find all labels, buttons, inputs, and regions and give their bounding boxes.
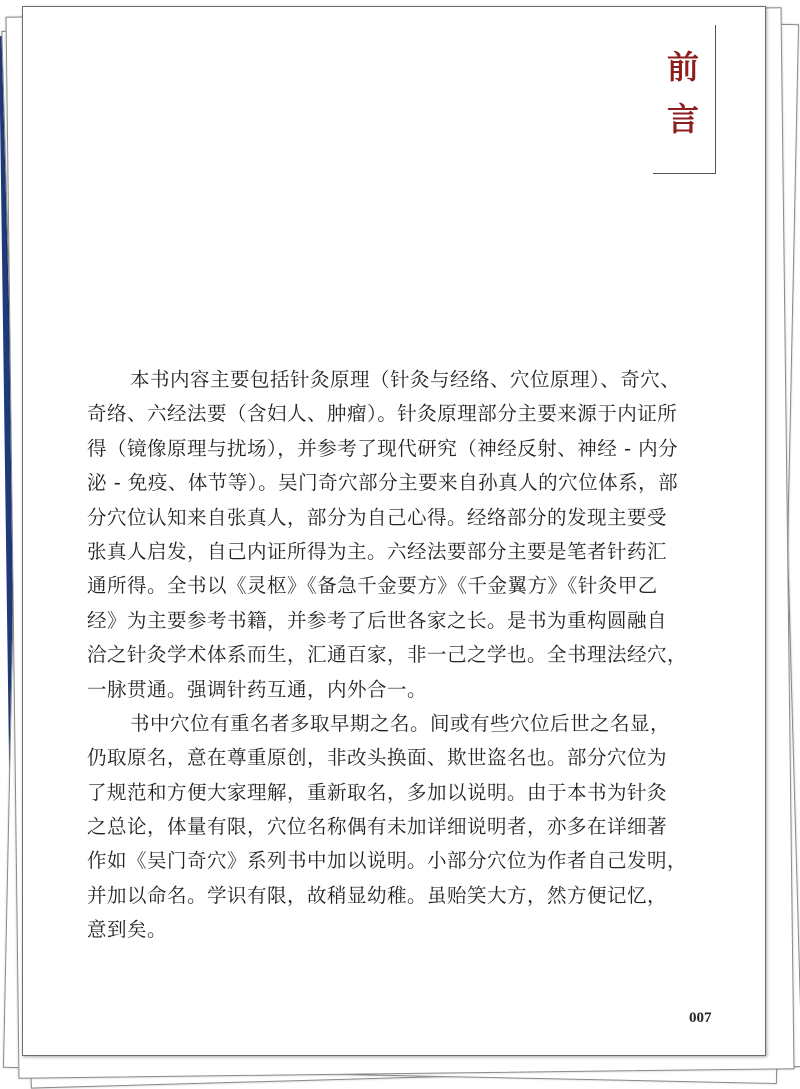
- chapter-title-tab: [653, 25, 716, 174]
- document-page: [22, 6, 766, 1056]
- paragraph-1-line: 洽之针灸学术体系而生，汇通百家，非一己之学也。全书理法经穴，: [87, 643, 688, 667]
- paragraph-2-line: 之总论，体量有限，穴位名称偶有未加详细说明者，亦多在详细著: [87, 815, 668, 839]
- paragraph-2-line: 意到矣。: [87, 918, 168, 942]
- chapter-title-char-1: 前: [666, 48, 699, 86]
- paragraph-1-line: 张真人启发，自己内证所得为主。六经法要部分主要是笔者针药汇: [87, 539, 668, 563]
- preface-body: [87, 363, 707, 948]
- paragraph-1-line: 一脉贯通。强调针药互通，内外合一。: [87, 677, 428, 701]
- paragraph-2-line: 仍取原名，意在尊重原创，非改头换面、欺世盗名也。部分穴位为: [87, 746, 668, 770]
- paragraph-1-line: 本书内容主要包括针灸原理（针灸与经络、穴位原理）、奇穴、: [130, 368, 681, 391]
- paragraph-1-line: 奇络、六经法要（含妇人、肿瘤）。针灸原理部分主要来源于内证所: [87, 402, 678, 426]
- paragraph-2-line: 作如《吴门奇穴》系列书中加以说明。小部分穴位为作者自己发明，: [87, 849, 688, 873]
- paragraph-1-line: 经》为主要参考书籍，并参考了后世各家之长。是书为重构圆融自: [87, 608, 668, 632]
- page-number: 007: [689, 1010, 712, 1026]
- paragraph-2-line: 了规范和方便大家理解，重新取名，多加以说明。由于本书为针灸: [87, 780, 668, 804]
- paragraph-1-line: 分穴位认知来自张真人，部分为自己心得。经络部分的发现主要受: [87, 505, 668, 529]
- paragraph-2-line: 并加以命名。学识有限，故稍显幼稚。虽贻笑大方，然方便记忆，: [87, 883, 668, 907]
- paragraph-1-line: 通所得。全书以《灵枢》《备急千金要方》《千金翼方》《针灸甲乙: [87, 574, 658, 598]
- chapter-title-char-2: 言: [666, 100, 699, 138]
- paragraph-2-line: 书中穴位有重名者多取早期之名。间或有些穴位后世之名显，: [130, 711, 671, 735]
- paragraph-1-line: 得（镜像原理与扰场），并参考了现代研究（神经反射、神经 - 内分: [87, 436, 679, 460]
- paragraph-1-line: 泌 - 免疫、体节等）。吴门奇穴部分主要来自孙真人的穴位体系，部: [87, 471, 679, 495]
